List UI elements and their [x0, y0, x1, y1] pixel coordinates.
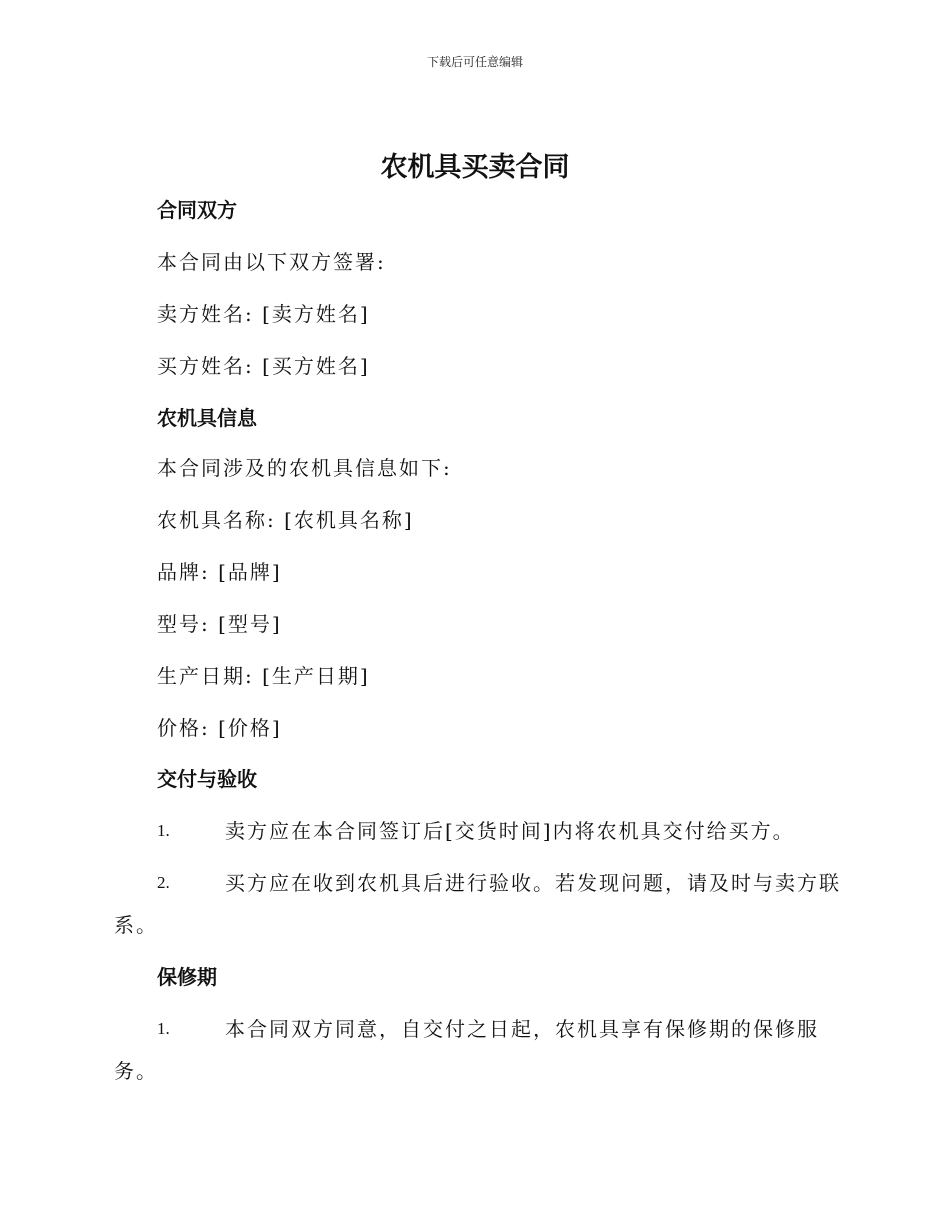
parties-intro: 本合同由以下双方签署:: [157, 250, 386, 274]
list-item-text: 卖方应在本合同签订后[交货时间]内将农机具交付给买方。: [225, 819, 795, 843]
production-date-line: 生产日期: [生产日期]: [157, 664, 370, 688]
machinery-intro: 本合同涉及的农机具信息如下:: [157, 456, 452, 480]
list-item-number: 1.: [157, 1019, 170, 1038]
list-item-text: 买方应在收到农机具后进行验收。若发现问题，请及时与卖方联: [225, 871, 841, 895]
document-title: 农机具买卖合同: [380, 152, 570, 183]
list-item-continuation: 务。: [114, 1059, 158, 1083]
price-line: 价格: [价格]: [157, 716, 282, 740]
seller-name-line: 卖方姓名: [卖方姓名]: [157, 302, 370, 326]
list-item-continuation: 系。: [114, 913, 158, 937]
brand-line: 品牌: [品牌]: [157, 560, 282, 584]
machinery-name-line: 农机具名称: [农机具名称]: [157, 508, 414, 532]
buyer-name-line: 买方姓名: [买方姓名]: [157, 354, 370, 378]
section-heading-delivery: 交付与验收: [157, 767, 257, 791]
section-heading-parties: 合同双方: [157, 198, 237, 222]
section-heading-warranty: 保修期: [157, 965, 217, 989]
list-item-text: 本合同双方同意，自交付之日起，农机具享有保修期的保修服: [225, 1017, 819, 1041]
list-item-number: 1.: [157, 821, 170, 840]
list-item-number: 2.: [157, 873, 170, 892]
page-header-note: 下载后可任意编辑: [426, 55, 523, 69]
section-heading-machinery: 农机具信息: [157, 406, 257, 430]
model-line: 型号: [型号]: [157, 612, 282, 636]
